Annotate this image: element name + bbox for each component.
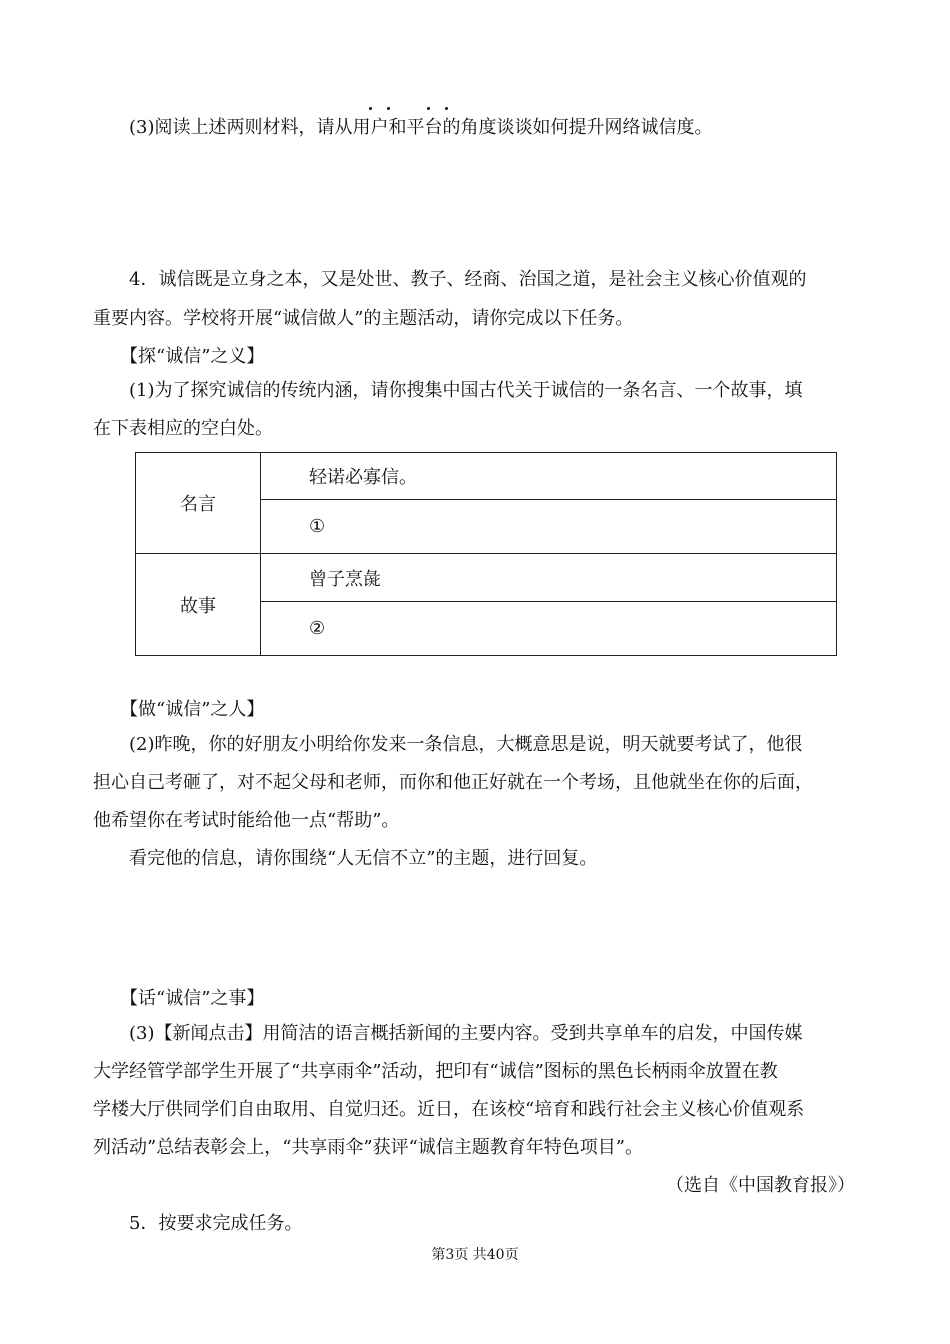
q4-part1-line2: 在下表相应的空白处。	[93, 418, 273, 439]
q4-part2-line1: (2)昨晚，你的好朋友小明给你发来一条信息，大概意思是说，明天就要考试了，他很	[129, 734, 803, 755]
section-title-practice: 【做“诚信”之人】	[120, 699, 265, 720]
q4-part3-line1: (3)【新闻点击】用简洁的语言概括新闻的主要内容。受到共享单车的启发，中国传媒	[129, 1023, 803, 1044]
q4-intro-line1: 4．诚信既是立身之本，又是处世、教子、经商、治国之道，是社会主义核心价值观的	[129, 269, 807, 290]
section-title-talk: 【话“诚信”之事】	[120, 988, 265, 1009]
quote-blank[interactable]: ①	[261, 500, 837, 554]
table-row	[136, 554, 837, 602]
table-row	[136, 453, 837, 500]
q3-part3-mid: 和	[388, 117, 407, 138]
story-given: 曾子烹彘	[261, 554, 837, 602]
emphasis-platform: 平台	[406, 117, 443, 138]
q4-part1-line1: (1)为了探究诚信的传统内涵，请你搜集中国古代关于诚信的一条名言、一个故事，填	[129, 380, 803, 401]
q4-part3-line4: 列活动”总结表彰会上，“共享雨伞”获评“诚信主题教育年特色项目”。	[93, 1137, 644, 1158]
q3-part3-before: (3)阅读上述两则材料，请从	[129, 117, 353, 138]
page-footer: 第3页 共40页	[431, 1247, 519, 1263]
q4-part3-line3: 学楼大厅供同学们自由取用、自觉归还。近日，在该校“培育和践行社会主义核心价值观系	[93, 1099, 805, 1120]
q4-intro-line2: 重要内容。学校将开展“诚信做人”的主题活动，请你完成以下任务。	[93, 308, 634, 329]
q4-part3-line2: 大学经管学部学生开展了“共享雨伞”活动，把印有“诚信”图标的黑色长柄雨伞放置在教	[93, 1061, 778, 1082]
q4-part2-line3: 他希望你在考试时能给他一点“帮助”。	[93, 810, 400, 831]
news-source: （选自《中国教育报》）	[666, 1175, 855, 1196]
story-blank[interactable]: ②	[261, 602, 837, 656]
label-story: 故事	[136, 554, 261, 656]
emphasis-dot	[369, 107, 372, 110]
q3-part3-question	[129, 115, 713, 141]
q3-part3-after: 的角度谈谈如何提升网络诚信度。	[442, 117, 713, 138]
emphasis-dot	[387, 107, 390, 110]
integrity-table	[135, 452, 837, 656]
quote-given: 轻诺必寡信。	[261, 453, 837, 500]
emphasis-user: 用户	[352, 117, 389, 138]
label-quote: 名言	[136, 453, 261, 554]
q4-part2-line4: 看完他的信息，请你围绕“人无信不立”的主题，进行回复。	[129, 848, 598, 869]
q4-part2-line2: 担心自己考砸了，对不起父母和老师，而你和他正好就在一个考场，且他就坐在你的后面，	[93, 772, 813, 793]
q5-intro: 5．按要求完成任务。	[129, 1213, 303, 1234]
emphasis-dot	[427, 107, 430, 110]
emphasis-dot	[445, 107, 448, 110]
section-title-explore: 【探“诚信”之义】	[120, 346, 265, 367]
